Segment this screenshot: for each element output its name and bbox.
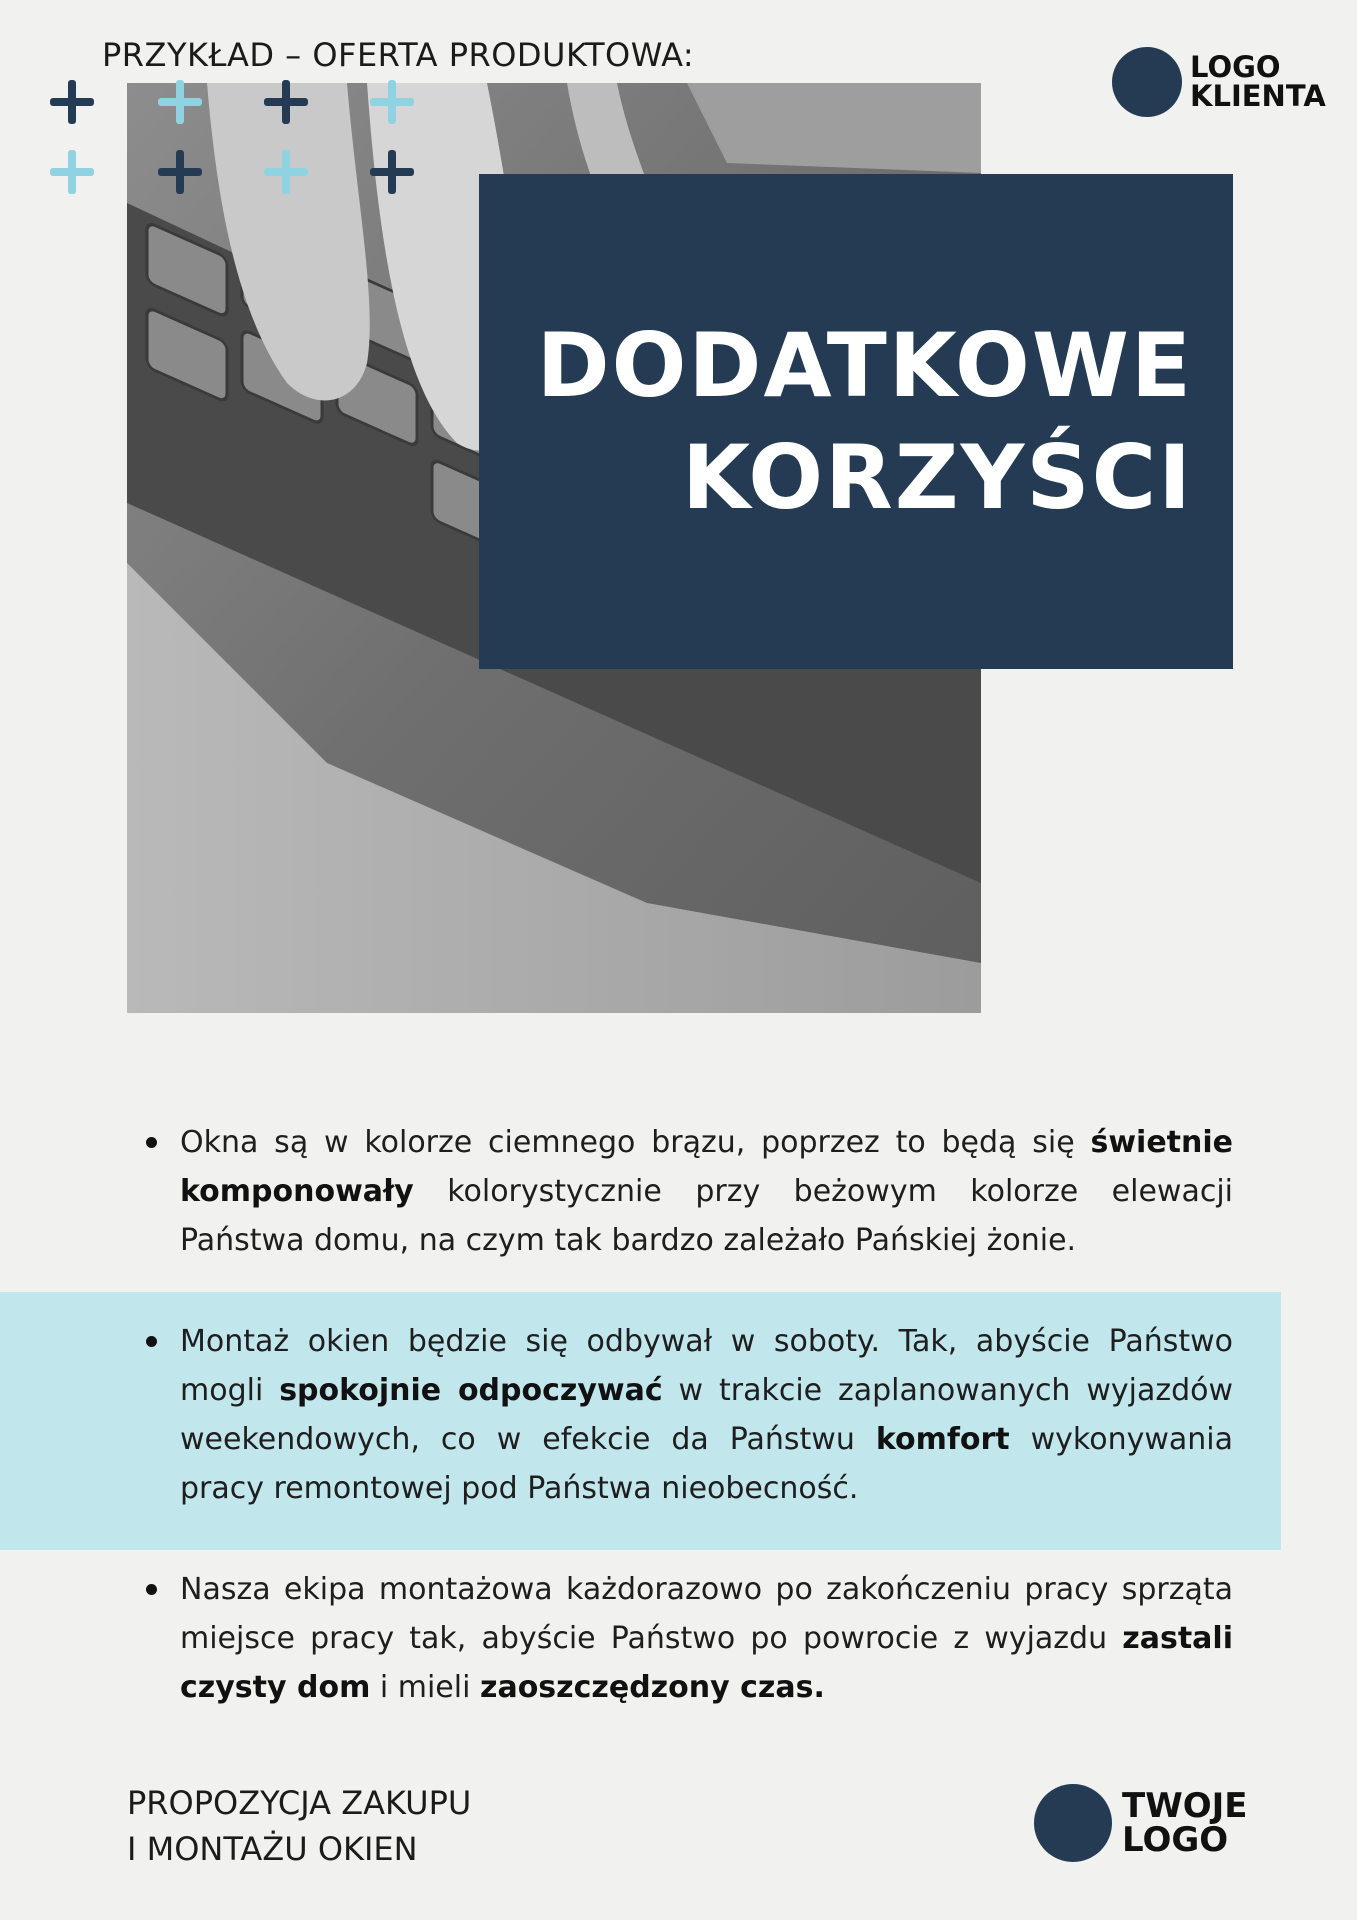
title-line-2: KORZYŚCI bbox=[681, 425, 1193, 529]
bullet-text-segment: Montaż okien będzie się odbywał w soboty. Tak, abyście Państwo mogli bbox=[180, 1324, 1233, 1408]
plus-icon bbox=[264, 150, 308, 194]
plus-icon bbox=[158, 150, 202, 194]
bullet-text bbox=[138, 1118, 1233, 1265]
footer-line-1: PROPOZYCJA ZAKUPU bbox=[127, 1784, 472, 1822]
footer-line-2: I MONTAŻU OKIEN bbox=[127, 1830, 418, 1868]
own-logo-line1: TWOJE bbox=[1122, 1786, 1248, 1826]
bullet-text-segment: w trakcie zaplanowanych wyjazdów weekendowych, co w efekcie da Państwu bbox=[180, 1373, 1234, 1457]
bullet-text-segment: wykonywania pracy remontowej pod Państwa nieobecność. bbox=[180, 1422, 1233, 1506]
bullet-bold-segment: świetnie komponowały bbox=[180, 1125, 1233, 1209]
plus-icon bbox=[264, 80, 308, 124]
bullet-bold-segment: komfort bbox=[875, 1422, 1010, 1457]
header-label: PRZYKŁAD – OFERTA PRODUKTOWA: bbox=[102, 36, 695, 74]
plus-icon bbox=[370, 150, 414, 194]
bullet-item-3 bbox=[138, 1565, 1233, 1712]
plus-icon bbox=[50, 80, 94, 124]
client-logo-text bbox=[1190, 50, 1326, 113]
bullet-item-1 bbox=[138, 1118, 1233, 1265]
own-logo-text bbox=[1122, 1786, 1248, 1860]
own-logo-line2: LOGO bbox=[1122, 1820, 1229, 1860]
plus-icon bbox=[158, 80, 202, 124]
bullet-text bbox=[138, 1565, 1233, 1712]
own-logo bbox=[1034, 1784, 1247, 1862]
footer-label bbox=[127, 1780, 471, 1872]
bullet-item-2 bbox=[138, 1317, 1233, 1513]
own-logo-circle-icon bbox=[1034, 1784, 1112, 1862]
bullet-bold-segment: zaoszczędzony czas. bbox=[479, 1670, 825, 1705]
title-line-1: DODATKOWE bbox=[536, 313, 1193, 417]
client-logo bbox=[1112, 47, 1326, 117]
bullet-text bbox=[138, 1317, 1233, 1513]
bullet-text-segment: i mieli bbox=[370, 1670, 480, 1705]
client-logo-line2: KLIENTA bbox=[1190, 79, 1326, 113]
title-box bbox=[479, 174, 1233, 669]
bullet-bold-segment: zastali czysty dom bbox=[180, 1621, 1233, 1705]
bullet-bold-segment: spokojnie odpoczywać bbox=[279, 1373, 663, 1408]
bullet-text-segment: Nasza ekipa montażowa każdorazowo po zakończeniu pracy sprząta miejsce pracy tak, abyście Państwo po powrocie z wyjazdu bbox=[180, 1572, 1233, 1656]
bullet-text-segment: kolorystycznie przy beżowym kolorze elewacji Państwa domu, na czym tak bardzo zależało Pańskiej żonie. bbox=[180, 1174, 1233, 1258]
plus-icon bbox=[50, 150, 94, 194]
client-logo-line1: LOGO bbox=[1190, 50, 1281, 84]
bullet-text-segment: Okna są w kolorze ciemnego brązu, poprzez to będą się bbox=[180, 1125, 1091, 1160]
client-logo-circle-icon bbox=[1112, 47, 1182, 117]
plus-icon bbox=[370, 80, 414, 124]
